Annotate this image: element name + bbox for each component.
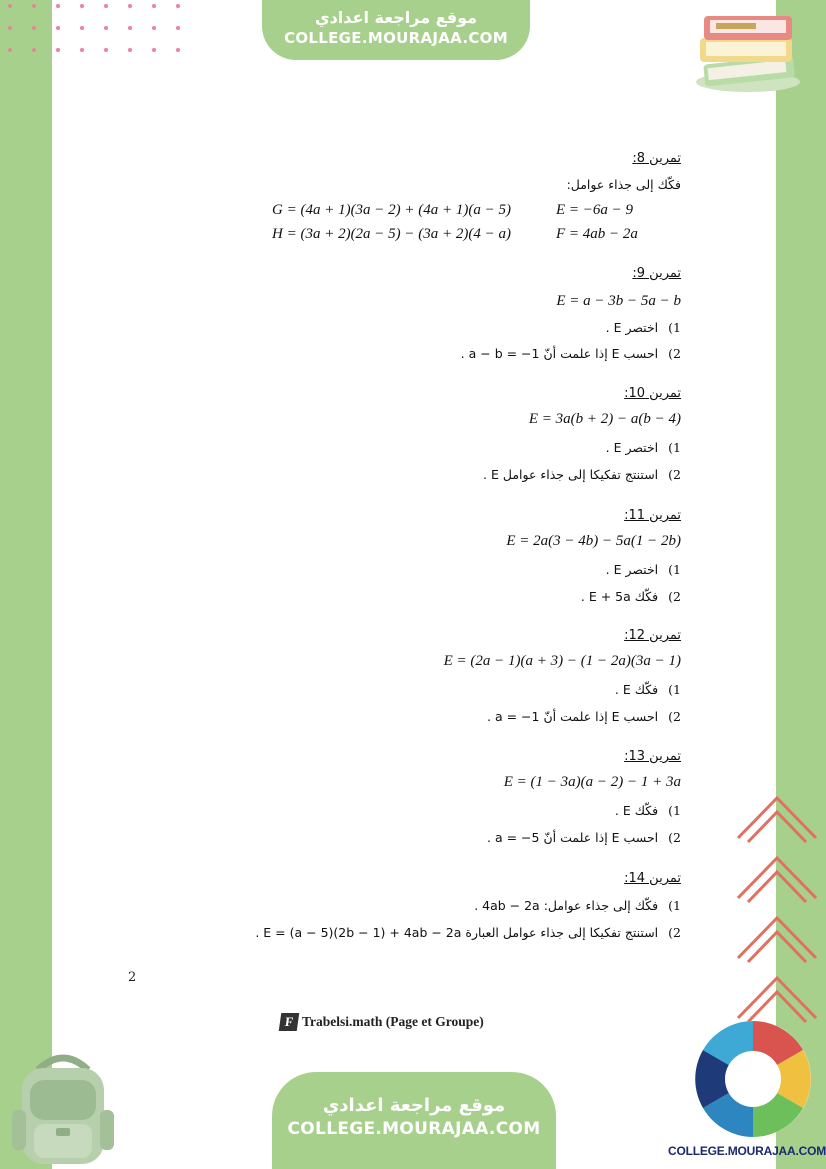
exercise-12-expr: E = (2a − 1)(a + 3) − (1 − 2a)(3a − 1) (443, 653, 681, 669)
exercise-13-title: تمرين 13: (624, 749, 681, 764)
footer-site-name: موقع مراجعة اعدادي (322, 1095, 506, 1116)
question-number: 2) (668, 346, 681, 361)
exercise-12-question-1 (615, 682, 681, 697)
exercise-8-expr-h: H = (3a + 2)(2a − 5) − (3a + 2)(4 − a) (272, 226, 512, 242)
exercise-10-question-2 (483, 467, 681, 482)
header-site-name: موقع مراجعة اعدادي (314, 8, 478, 27)
question-text: استنتج تفكيكا إلى جذاء عوامل E . (483, 467, 659, 482)
exercise-10-question-1 (606, 440, 681, 455)
exercise-12-title: تمرين 12: (624, 628, 681, 643)
question-text: اختصر E . (605, 562, 659, 577)
question-number: 2) (668, 589, 681, 604)
exercise-9-question-1 (606, 320, 681, 335)
question-number: 1) (668, 803, 681, 818)
question-number: 2) (668, 709, 681, 724)
question-text: فكّك E . (614, 682, 659, 697)
exercise-14-question-1 (474, 898, 681, 913)
exercise-8-expr-f: F = 4ab − 2a (556, 226, 638, 242)
question-text: اختصر E . (605, 440, 659, 455)
exercise-9-expr: E = a − 3b − 5a − b (556, 293, 681, 309)
footer-banner (272, 1072, 556, 1169)
question-text: فكّك إلى جذاء عوامل: 4ab − 2a . (474, 898, 659, 913)
backpack-icon (8, 1050, 118, 1168)
header-site-url[interactable]: COLLEGE.MOURAJAA.COM (284, 29, 508, 47)
exercise-8-expr-g: G = (4a + 1)(3a − 2) + (4a + 1)(a − 5) (272, 202, 512, 218)
exercise-13-expr: E = (1 − 3a)(a − 2) − 1 + 3a (503, 774, 681, 790)
question-text: احسب E إذا علمت أنّ a − b = −1 . (460, 346, 659, 361)
exercise-11-question-2 (581, 589, 681, 604)
footer-site-url[interactable]: COLLEGE.MOURAJAA.COM (287, 1119, 541, 1139)
question-number: 1) (668, 562, 681, 577)
exercise-9-title: تمرين 9: (632, 266, 681, 281)
exercise-9-question-2 (461, 346, 681, 361)
exercise-13-question-2 (487, 830, 681, 845)
question-number: 1) (668, 898, 681, 913)
exercise-14-title: تمرين 14: (624, 871, 681, 886)
exercise-8-title: تمرين 8: (632, 151, 681, 166)
question-text: اختصر E . (605, 320, 659, 335)
exercise-14-question-2 (255, 925, 681, 940)
question-number: 2) (668, 467, 681, 482)
exercise-10-expr: E = 3a(b + 2) − a(b − 4) (528, 411, 681, 427)
logo-site-label: COLLEGE.MOURAJAA.COM (668, 1144, 826, 1158)
question-number: 1) (668, 682, 681, 697)
facebook-icon: F (279, 1013, 300, 1031)
question-text: استنتج تفكيكا إلى جذاء عوامل العبارة E = (a − 5)(2b − 1) + 4ab − 2a . (255, 925, 659, 940)
question-number: 2) (668, 830, 681, 845)
exercise-8-expr-e: E = −6a − 9 (556, 202, 634, 218)
question-number: 1) (668, 320, 681, 335)
subjects-wheel-icon (694, 1020, 812, 1138)
exercise-8-instruction: فكّك إلى جذاء عوامل: (566, 177, 681, 192)
question-text: احسب E إذا علمت أنّ a = −5 . (487, 830, 659, 845)
author-brand[interactable] (280, 1013, 484, 1031)
question-number: 1) (668, 440, 681, 455)
exercise-13-question-1 (615, 803, 681, 818)
question-text: احسب E إذا علمت أنّ a = −1 . (487, 709, 659, 724)
exercise-11-expr: E = 2a(3 − 4b) − 5a(1 − 2b) (506, 533, 681, 549)
question-text: فكّك E . (614, 803, 659, 818)
exercise-10-title: تمرين 10: (624, 386, 681, 401)
question-text: فكّك E + 5a . (580, 589, 659, 604)
author-brand-text: Trabelsi.math (Page et Groupe) (302, 1014, 484, 1029)
page-number: 2 (128, 970, 137, 985)
question-number: 2) (668, 925, 681, 940)
exercise-11-title: تمرين 11: (624, 508, 681, 523)
exercise-12-question-2 (487, 709, 681, 724)
exercise-11-question-1 (606, 562, 681, 577)
